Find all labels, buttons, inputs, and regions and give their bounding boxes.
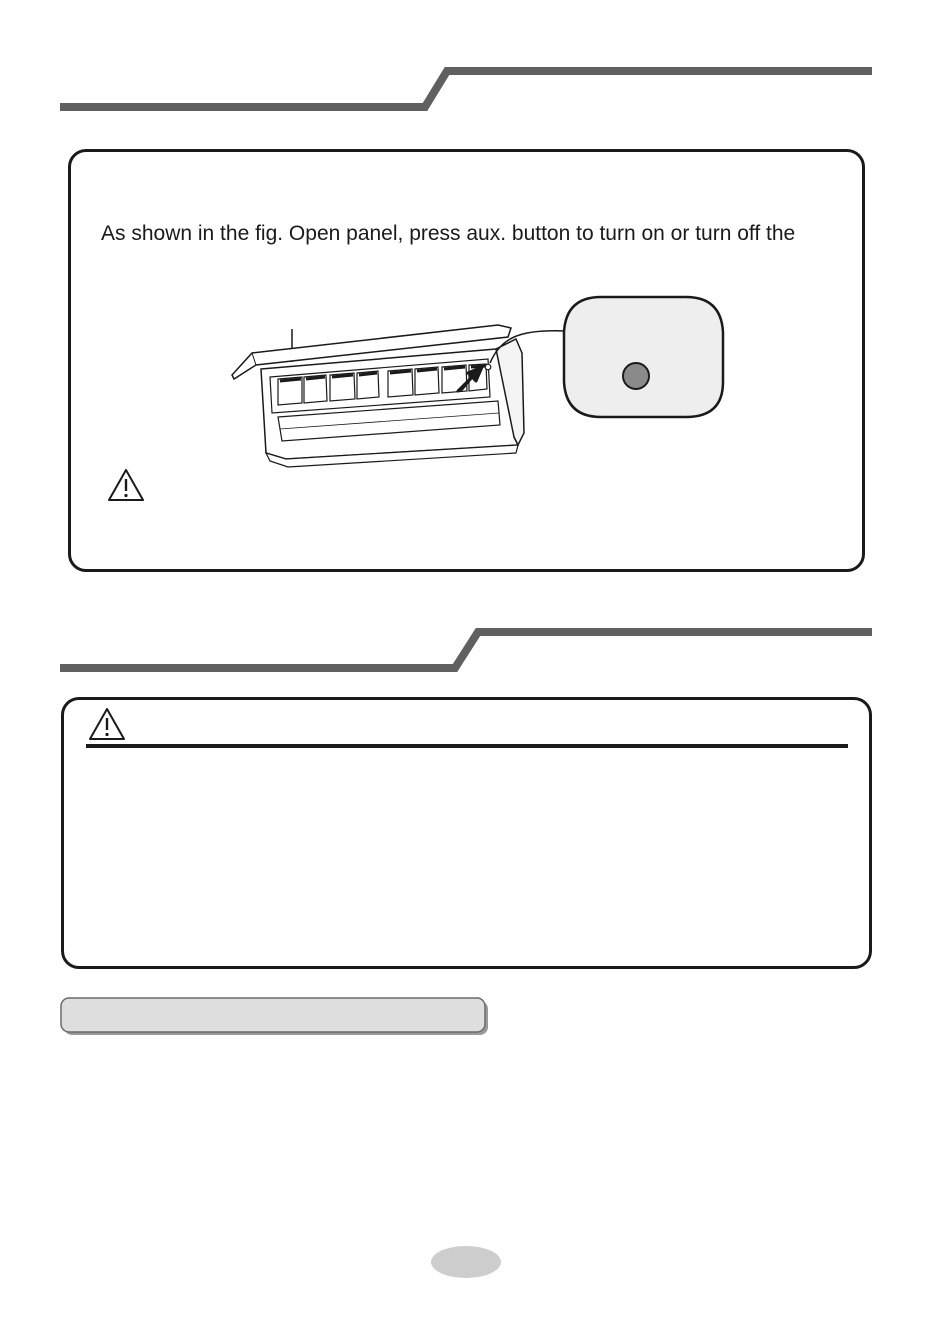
aux-button-icon [623,363,649,389]
page-number-badge [431,1246,501,1278]
section-header-rule-2 [0,620,933,680]
warning-triangle-icon [107,468,145,502]
subsection-label-bar [60,997,490,1037]
instruction-text: As shown in the fig. Open panel, press aux. button to turn on or turn off the [101,222,796,245]
warning-triangle-icon [88,707,126,741]
aux-button-instruction-box [68,149,865,572]
warning-box [61,697,872,969]
air-conditioner-figure [226,287,826,477]
warning-title-underline [86,744,848,748]
section-header-rule-1 [0,60,933,120]
